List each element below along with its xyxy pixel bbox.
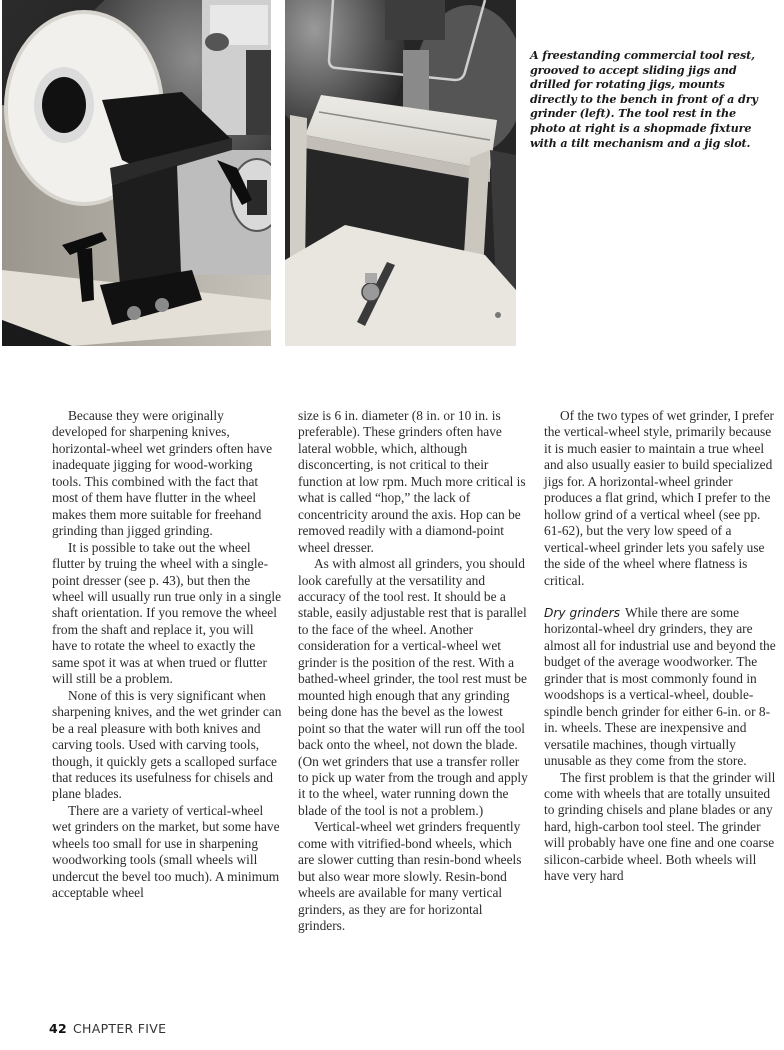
photo-caption: A freestanding commercial tool rest, grooved to accept sliding jigs and drilled for rotating jigs, mounts directly to the bench in front of a dry grinder (left). The tool rest in the photo at right is a shopmade fixture with a tilt mechanism and a jig slot. xyxy=(530,48,758,150)
paragraph-text: While there are some horizontal-wheel dry grinders, they are almost all for industrial use and beyond the budget of the average woodworker. The grinder that is most commonly found in woodshops is a vertical-wheel, double-spindle bench grinder for either 6-in. or 8-in. wheels. These are inexpensive and versatile machines, though virtually unusable as they come from the store. xyxy=(544,604,776,769)
run-in-heading: Dry grinders xyxy=(544,605,620,620)
paragraph: It is possible to take out the wheel flutter by truing the wheel with a single-point dresser (see p. 43), but then the wheel will usually run true only in a single shaft orientation. If you remove the wheel from the shaft and replace it, you will have to rotate the wheel to exactly the same spot it was at when trued or flutter will still be a problem. xyxy=(52,539,282,687)
section-paragraph-dry-grinders xyxy=(544,605,776,770)
paragraph: Because they were originally developed for sharpening knives, horizontal-wheel wet grinders often have inadequate jigging for wood-working tools. This combined with the fact that most of them have flutter in the wheel makes them more suitable for freehand grinding than jigged grinding. xyxy=(52,408,273,539)
paragraph: There are a variety of vertical-wheel wet grinders on the market, but some have wheels too small for use in sharpening woodworking tools (small wheels will undercut the bevel too much). A minimum acceptable wheel xyxy=(52,802,280,901)
fixture-photo-illustration xyxy=(285,0,516,346)
paragraph-continued: size is 6 in. diameter (8 in. or 10 in. is preferable). These grinders often have lateral wobble, which, although disconcerting, is not critical to their function at low rpm. Much more critical is what is called “hop,” the lack of concentricity around the axis. Hop can be removed readily with a diamond-point wheel dresser. xyxy=(298,408,526,555)
page-footer xyxy=(49,1021,166,1036)
paragraph: Of the two types of wet grinder, I prefer the vertical-wheel style, primarily because it is much easier to maintain a true wheel and also usually easier to build specialized jigs for. A horizontal-wheel grinder produces a flat grind, which I prefer to the hollow grind of a vertical wheel (see pp. 61-62), but the very low speed of a vertical-wheel grinder lets you safely use the side of the wheel where flatness is critical. xyxy=(544,408,775,588)
text-column-2 xyxy=(298,408,528,935)
photo-shopmade-fixture xyxy=(285,0,516,346)
paragraph: Vertical-wheel wet grinders frequently come with vitrified-bond wheels, which are slower cutting than resin-bond wheels but also wear more slowly. Resin-bond wheels are available for many vertical grinders, as they are for horizontal grinders. xyxy=(298,819,522,934)
paragraph: The first problem is that the grinder will come with wheels that are totally unsuited to grinding chisels and plane blades or any hard, high-carbon tool steel. The grinder will probably have one fine and one coarse silicon-carbide wheel. Both wheels will have very hard xyxy=(544,769,776,884)
text-column-1 xyxy=(52,408,282,902)
chapter-label: CHAPTER FIVE xyxy=(73,1021,167,1036)
photo-commercial-tool-rest xyxy=(2,0,271,346)
grinder-photo-illustration xyxy=(2,0,271,346)
page-number: 42 xyxy=(49,1021,67,1036)
text-column-3 xyxy=(544,408,776,885)
paragraph: As with almost all grinders, you should look carefully at the versatility and accuracy of the tool rest. It should be a stable, easily adjustable rest that is parallel to the face of the wheel. Another consideration for a vertical-wheel wet grinder is the position of the rest. With a bathed-wheel grinder, the tool rest must be mounted high enough that any grinding being done has the bevel as the lowest point so that the water will run off the tool back onto the wheel, not down the blade. (On wet grinders that use a transfer roller to pick up water from the trough and apply it to the wheel, water running down the blade of the tool is not a problem.) xyxy=(298,556,528,818)
paragraph: None of this is very significant when sharpening knives, and the wet grinder can be a real pleasure with both knives and carving tools. Used with carving tools, though, it quickly gets a scalloped surface that reduces its usefulness for chisels and plane blades. xyxy=(52,687,282,802)
